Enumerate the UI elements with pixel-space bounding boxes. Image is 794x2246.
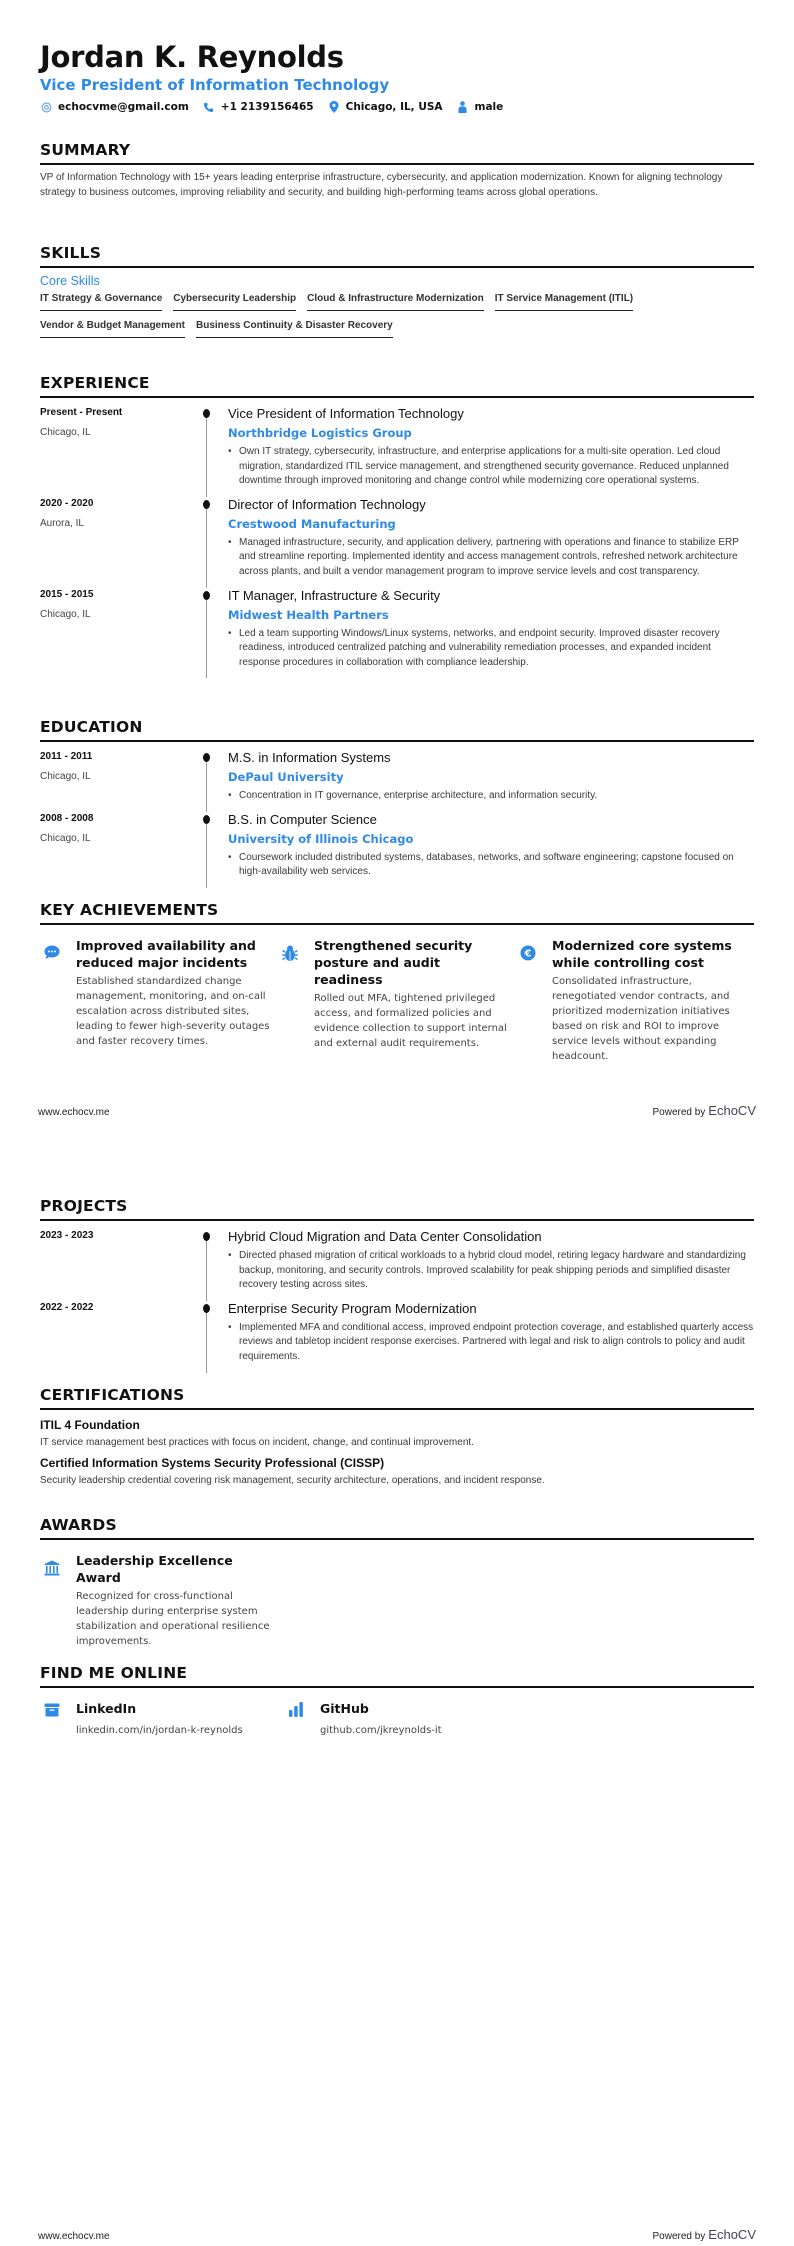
online-heading: FIND ME ONLINE xyxy=(40,1663,754,1688)
experience-entry xyxy=(40,588,754,679)
bug-icon xyxy=(278,937,314,1064)
award-list xyxy=(40,1552,754,1649)
skills-section xyxy=(40,243,754,346)
education-entry xyxy=(40,812,754,888)
entry-dates: Present - Present xyxy=(40,407,123,418)
bar-signal-icon xyxy=(284,1700,320,1738)
entry-organization: Northbridge Logistics Group xyxy=(228,426,412,440)
skill-tag: Cloud & Infrastructure Modernization xyxy=(307,292,484,311)
certification-description: IT service management best practices with focus on incident, change, and continual improvement. xyxy=(40,1437,474,1448)
achievement-title: Modernized core systems while controlling cost xyxy=(552,938,732,970)
certification-name: Certified Information Systems Security Professional (CISSP) xyxy=(40,1456,385,1470)
education-heading: EDUCATION xyxy=(40,717,754,742)
entry-organization: Midwest Health Partners xyxy=(228,607,389,622)
at-icon xyxy=(40,101,52,113)
award-title: Leadership Excellence Award xyxy=(76,1553,233,1585)
contact-gender xyxy=(457,101,504,113)
entry-dates: 2008 - 2008 xyxy=(40,812,94,824)
candidate-title: Vice President of Information Technology xyxy=(40,76,390,94)
entry-degree: M.S. in Information Systems xyxy=(228,750,391,765)
entry-description: • Led a team supporting Windows/Linux systems, networks, and endpoint security. Improved disaster recovery readiness, introduced centralized patching and vulnerability remediation processes, and expanded incident response procedures in collaboration with compliance leadership. xyxy=(228,627,754,671)
page-footer xyxy=(38,2227,756,2242)
timeline-rail xyxy=(206,591,207,679)
summary-heading: SUMMARY xyxy=(40,140,754,165)
certifications-heading: CERTIFICATIONS xyxy=(40,1385,754,1410)
entry-description: • Managed infrastructure, security, and application delivery, partnering with operations and finance to stabilize ERP and streamline reporting. Implemented identity and access management controls, refreshed network architecture across plants, and built a vendor management program to improve service levels and cost transparency. xyxy=(228,536,754,580)
education-entry xyxy=(40,750,754,812)
achievement-card xyxy=(278,937,510,1064)
entry-dates: 2023 - 2023 xyxy=(40,1230,94,1241)
footer-site-link[interactable]: www.echocv.me xyxy=(38,1107,110,1118)
project-entry xyxy=(40,1229,754,1301)
timeline-dot-icon xyxy=(203,1304,210,1313)
projects-timeline xyxy=(40,1229,754,1373)
location-pin-icon xyxy=(328,101,340,113)
footer-powered-by xyxy=(652,2227,756,2242)
entry-location: Chicago, IL xyxy=(40,608,91,620)
page-footer xyxy=(38,1103,756,1118)
institution-icon xyxy=(40,1552,76,1649)
awards-heading: AWARDS xyxy=(40,1515,754,1540)
svg-text:€: € xyxy=(524,948,532,960)
online-label: GitHub xyxy=(320,1701,369,1716)
project-description: • Implemented MFA and conditional access, improved endpoint protection coverage, and established quarterly access reviews and tabletop incident response exercises. Partnered with legal and risk to align controls to policy and audit requirements. xyxy=(228,1321,754,1365)
online-url[interactable]: linkedin.com/in/jordan-k-reynolds xyxy=(76,1725,243,1736)
contact-location-value: Chicago, IL, USA xyxy=(345,101,443,113)
entry-location: Chicago, IL xyxy=(40,832,91,844)
archive-box-icon xyxy=(40,1700,76,1738)
education-section xyxy=(40,717,754,888)
skill-group-label: Core Skills xyxy=(40,274,100,288)
entry-title: Vice President of Information Technology xyxy=(228,406,464,421)
skill-tag: Cybersecurity Leadership xyxy=(173,292,296,311)
entry-dates: 2022 - 2022 xyxy=(40,1301,94,1313)
entry-school: DePaul University xyxy=(228,770,344,784)
entry-description: • Coursework included distributed systems, databases, networks, and software engineering; capstone focused on high-availability web services. xyxy=(228,851,754,880)
entry-degree: B.S. in Computer Science xyxy=(228,811,377,827)
summary-section xyxy=(40,140,754,200)
awards-section xyxy=(40,1515,754,1649)
entry-location: Aurora, IL xyxy=(40,517,84,529)
contact-phone[interactable] xyxy=(203,101,314,113)
brand-name[interactable]: EchoCV xyxy=(708,1103,756,1118)
achievements-section xyxy=(40,900,754,1064)
experience-entry xyxy=(40,497,754,588)
timeline-dot-icon xyxy=(203,815,210,824)
candidate-name: Jordan K. Reynolds xyxy=(40,40,344,74)
resume-page-2 xyxy=(0,1123,794,2246)
entry-dates: 2011 - 2011 xyxy=(40,751,93,762)
brand-name[interactable]: EchoCV xyxy=(708,2227,756,2242)
footer-site-link[interactable]: www.echocv.me xyxy=(38,2231,110,2242)
footer-powered-by xyxy=(652,1103,756,1118)
certifications-section xyxy=(40,1385,754,1486)
projects-section xyxy=(40,1196,754,1373)
achievement-text: Consolidated infrastructure, renegotiated vendor contracts, and prioritized modernization initiatives based on risk and ROI to improve service levels without expanding headcount. xyxy=(552,976,730,1062)
entry-location: Chicago, IL xyxy=(40,771,91,782)
achievements-heading: KEY ACHIEVEMENTS xyxy=(40,900,754,925)
phone-icon xyxy=(203,101,215,113)
chat-bubble-icon xyxy=(40,937,76,1064)
powered-by-label: Powered by xyxy=(652,1107,706,1118)
entry-description: • Own IT strategy, cybersecurity, infrastructure, and enterprise applications for a multi-site operation. Led cloud migration, standardized ITIL service management, and strengthened security governance. Reduced unplanned downtime through improved monitoring and change control while modernizing core operational systems. xyxy=(228,445,754,489)
timeline-dot-icon xyxy=(203,1232,210,1241)
skill-tag: Vendor & Budget Management xyxy=(40,319,185,338)
projects-heading: PROJECTS xyxy=(40,1196,754,1221)
award-text: Recognized for cross-functional leadership during enterprise system stabilization and operational resilience improvements. xyxy=(76,1591,270,1647)
experience-timeline xyxy=(40,406,754,678)
timeline-dot-icon xyxy=(203,500,210,509)
timeline-dot-icon xyxy=(203,409,210,418)
timeline-rail xyxy=(206,815,207,888)
experience-entry xyxy=(40,406,754,497)
timeline-rail xyxy=(206,1304,207,1373)
timeline-rail xyxy=(206,500,207,588)
education-timeline xyxy=(40,750,754,888)
timeline-rail xyxy=(206,409,207,497)
project-title: Enterprise Security Program Modernization xyxy=(228,1300,477,1316)
skill-tag: Business Continuity & Disaster Recovery xyxy=(196,319,393,338)
skills-heading: SKILLS xyxy=(40,243,754,268)
online-list xyxy=(40,1700,754,1738)
entry-location: Chicago, IL xyxy=(40,427,91,438)
achievement-list xyxy=(40,937,754,1064)
contact-phone-value: +1 2139156465 xyxy=(220,101,314,113)
timeline-dot-icon xyxy=(203,753,210,762)
timeline-dot-icon xyxy=(203,591,210,600)
skill-list xyxy=(40,292,754,346)
achievement-text: Rolled out MFA, tightened privileged access, and formalized policies and evidence collection to support internal and external audit requirements. xyxy=(314,993,507,1049)
achievement-text: Established standardized change management, monitoring, and on-call escalation across distributed sites, leading to fewer high-severity outages and faster recovery times. xyxy=(76,976,270,1047)
certification-name: ITIL 4 Foundation xyxy=(40,1418,140,1432)
achievement-title: Strengthened security posture and audit readiness xyxy=(314,938,473,987)
entry-title: Director of Information Technology xyxy=(228,496,426,512)
experience-heading: EXPERIENCE xyxy=(40,373,754,398)
powered-by-label: Powered by xyxy=(652,2231,706,2242)
euro-coin-icon xyxy=(516,937,552,1064)
contact-location xyxy=(328,101,443,113)
experience-section xyxy=(40,373,754,678)
award-card xyxy=(40,1552,278,1649)
entry-school: University of Illinois Chicago xyxy=(228,831,414,846)
project-description: • Directed phased migration of critical workloads to a hybrid cloud model, retiring legacy hardware and standardizing backup, monitoring, and security controls. Improved scalability for peak shipping periods and simplified disaster recovery testing across sites. xyxy=(228,1249,754,1293)
achievement-card xyxy=(516,937,748,1064)
skill-tag: IT Service Management (ITIL) xyxy=(495,292,633,311)
entry-organization: Crestwood Manufacturing xyxy=(228,516,396,531)
online-label: LinkedIn xyxy=(76,1701,137,1716)
online-url[interactable]: github.com/jkreynolds-it xyxy=(320,1725,442,1736)
project-title: Hybrid Cloud Migration and Data Center Consolidation xyxy=(228,1229,542,1244)
contact-row xyxy=(40,101,754,113)
timeline-rail xyxy=(206,1232,207,1301)
contact-email-value: echocvme@gmail.com xyxy=(58,101,189,113)
achievement-title: Improved availability and reduced major incidents xyxy=(76,938,256,970)
online-section xyxy=(40,1663,754,1738)
entry-description: • Concentration in IT governance, enterprise architecture, and information security. xyxy=(228,789,754,804)
achievement-card xyxy=(40,937,272,1064)
online-linkedin[interactable] xyxy=(40,1700,278,1738)
entry-dates: 2020 - 2020 xyxy=(40,497,94,509)
contact-gender-value: male xyxy=(474,101,504,113)
certification-description: Security leadership credential covering risk management, security architecture, operations, and incident response. xyxy=(40,1475,545,1486)
resume-header xyxy=(40,40,754,113)
person-icon xyxy=(457,101,469,113)
contact-email[interactable] xyxy=(40,101,189,113)
entry-dates: 2015 - 2015 xyxy=(40,588,94,600)
online-github[interactable] xyxy=(284,1700,522,1738)
summary-text: VP of Information Technology with 15+ years leading enterprise infrastructure, cybersecurity, and application modernization. Known for aligning technology strategy to business outcomes, improving reliability and security, and building high-performing teams across global operations. xyxy=(40,172,723,198)
skill-tag: IT Strategy & Governance xyxy=(40,292,162,311)
project-entry xyxy=(40,1301,754,1373)
entry-title: IT Manager, Infrastructure & Security xyxy=(228,587,441,603)
